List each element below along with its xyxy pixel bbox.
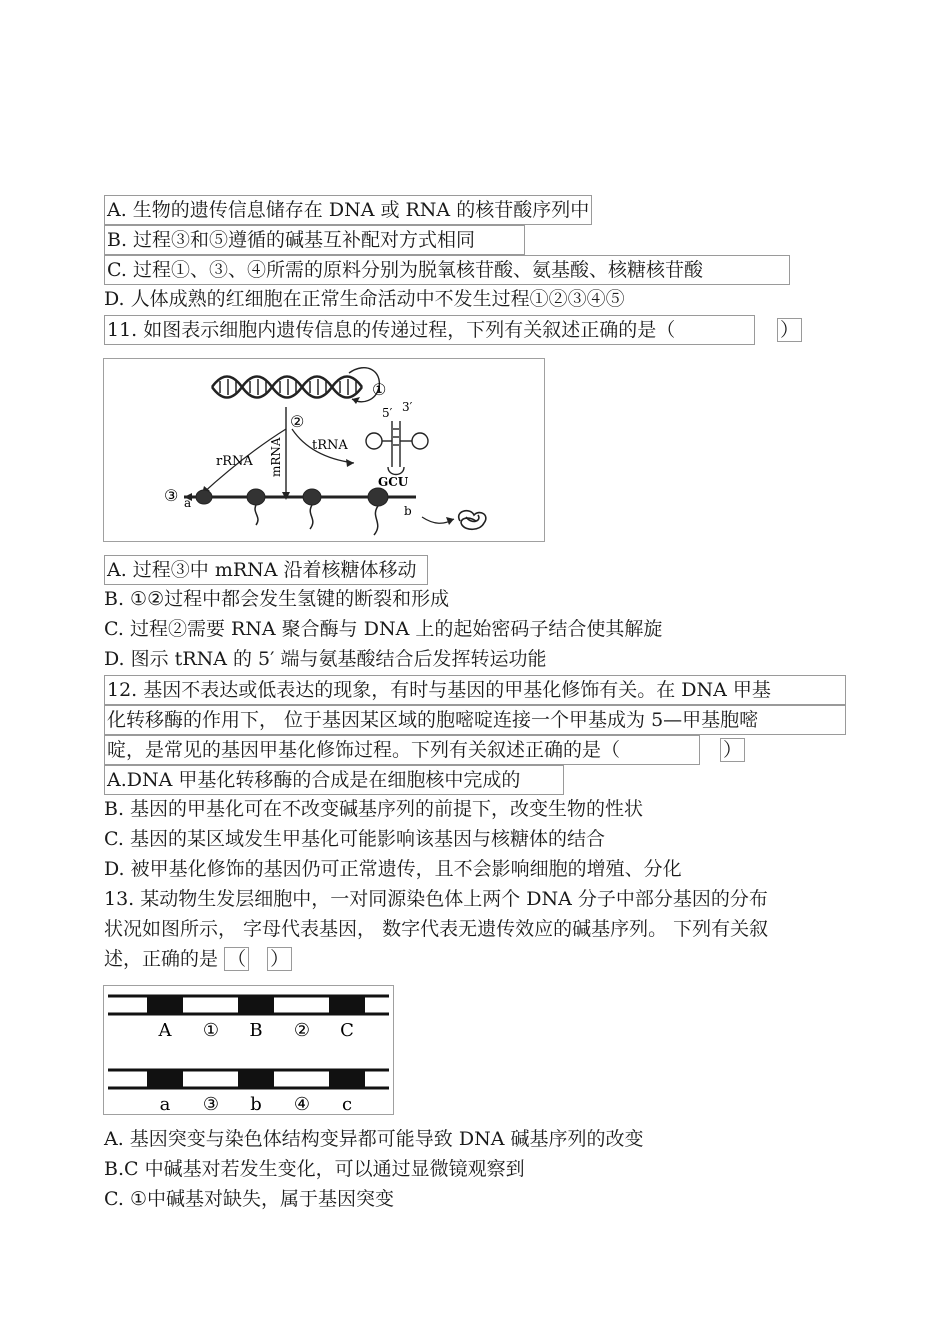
dna-top (108, 996, 389, 1014)
ribosomes (196, 488, 388, 535)
q12-stem-1: 12. 基因不表达或低表达的现象，有时与基因的甲基化修饰有关。在 DNA 甲基 (104, 675, 846, 705)
q12-option-d: D. 被甲基化修饰的基因仍可正常遗传，且不会影响细胞的增殖、分化 (104, 858, 682, 880)
gene-a: a (159, 1094, 171, 1114)
label-anticodon: GCU (378, 475, 409, 489)
label-rrna: rRNA (216, 454, 253, 469)
q11-option-a-line (104, 555, 428, 585)
q13-paren-open: （ (224, 947, 249, 971)
label-3: ③ (164, 486, 179, 505)
q12-option-a: A.DNA 甲基化转移酶的合成是在细胞核中完成的 (104, 765, 564, 795)
seq-4: ④ (293, 1094, 311, 1114)
chromosome-diagram (104, 986, 393, 1114)
trna-cloverleaf (366, 421, 428, 475)
q11-answer-paren: ） (777, 318, 802, 342)
gene-C: C (340, 1020, 354, 1041)
q11-option-c: C. 过程②需要 RNA 聚合酶与 DNA 上的起始密码子结合使其解旋 (104, 618, 663, 640)
q12-option-a-line (104, 765, 564, 795)
q13-stem-3-line (104, 945, 292, 973)
q12-stem-2: 化转移酶的作用下， 位于基因某区域的胞嘧啶连接一个甲基成为 5—甲基胞嘧 (104, 705, 846, 735)
q11-option-b: B. ①②过程中都会发生氢键的断裂和形成 (104, 588, 450, 610)
q12-answer-paren: ） (720, 738, 745, 762)
q13-figure (103, 985, 394, 1115)
label-b: b (404, 504, 412, 518)
q11-stem: 11. 如图表示细胞内遗传信息的传递过程，下列有关叙述正确的是（ (104, 315, 755, 345)
q11-option-a: A. 过程③中 mRNA 沿着核糖体移动 (104, 555, 428, 585)
seq-1: ① (202, 1020, 220, 1041)
folded-protein (459, 511, 486, 530)
q12-option-c: C. 基因的某区域发生甲基化可能影响该基因与核糖体的结合 (104, 828, 605, 850)
q12-stem-3: 啶，是常见的基因甲基化修饰过程。下列有关叙述正确的是（ (104, 735, 700, 765)
label-1: ① (372, 380, 387, 399)
dna-bottom (108, 1070, 389, 1088)
gene-c: c (341, 1094, 353, 1114)
q10-option-b: B. 过程③和⑤遵循的碱基互补配对方式相同 (104, 225, 525, 255)
label-a: a (184, 496, 192, 510)
q11-figure (103, 358, 545, 542)
q13-option-c: C. ①中碱基对缺失，属于基因突变 (104, 1188, 394, 1210)
q10-option-c: C. 过程①、③、④所需的原料分别为脱氧核苷酸、氨基酸、核糖核苷酸 (104, 255, 790, 285)
q10-option-a: A. 生物的遗传信息储存在 DNA 或 RNA 的核苷酸序列中 (104, 195, 592, 225)
gene-b: b (250, 1094, 262, 1114)
q10-option-d: D. 人体成熟的红细胞在正常生命活动中不发生过程①②③④⑤ (104, 288, 625, 310)
label-5prime: 5′ (382, 406, 393, 420)
q13-stem-1: 13. 某动物生发层细胞中，一对同源染色体上两个 DNA 分子中部分基因的分布 (104, 888, 768, 910)
q12-stem-3-line (104, 735, 745, 765)
q11-stem-line (104, 315, 802, 345)
gene-expression-diagram (104, 359, 544, 541)
seq-2: ② (293, 1020, 311, 1041)
label-trna: tRNA (312, 438, 348, 453)
label-3prime: 3′ (402, 400, 413, 414)
q12-option-b: B. 基因的甲基化可在不改变碱基序列的前提下，改变生物的性状 (104, 798, 644, 820)
label-mrna: mRNA (269, 437, 283, 477)
q13-option-b: B.C 中碱基对若发生变化，可以通过显微镜观察到 (104, 1158, 525, 1180)
gene-B: B (249, 1020, 263, 1041)
q11-option-d: D. 图示 tRNA 的 5′ 端与氨基酸结合后发挥转运功能 (104, 648, 547, 670)
gene-A: A (158, 1020, 172, 1041)
q13-stem-3: 述，正确的是 (104, 948, 219, 970)
seq-3: ③ (202, 1094, 220, 1114)
dna-helix (212, 377, 362, 398)
label-2: ② (290, 412, 305, 431)
q13-option-a: A. 基因突变与染色体结构变异都可能导致 DNA 碱基序列的改变 (104, 1128, 644, 1150)
q13-stem-2: 状况如图所示， 字母代表基因， 数字代表无遗传效应的碱基序列。 下列有关叙 (104, 918, 769, 940)
q13-paren-close: ） (267, 947, 292, 971)
